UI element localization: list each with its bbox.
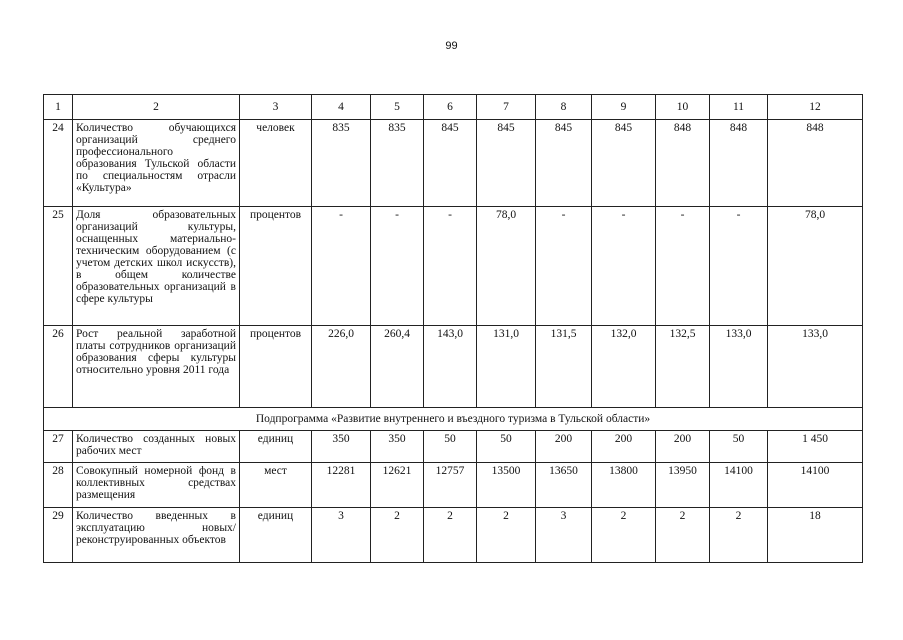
- value-cell: 50: [424, 431, 477, 463]
- column-header: 8: [536, 95, 592, 120]
- column-header: 9: [592, 95, 656, 120]
- value-cell: 2: [710, 508, 768, 563]
- value-cell: 3: [536, 508, 592, 563]
- value-cell: 132,5: [656, 326, 710, 408]
- subprogram-title: Подпрограмма «Развитие внутреннего и въездного туризма в Тульской области»: [44, 408, 863, 431]
- value-cell: 845: [424, 120, 477, 207]
- value-cell: 14100: [710, 463, 768, 508]
- value-cell: 2: [477, 508, 536, 563]
- value-cell: 260,4: [371, 326, 424, 408]
- value-cell: 200: [536, 431, 592, 463]
- unit-cell: единиц: [240, 431, 312, 463]
- value-cell: 18: [768, 508, 863, 563]
- table-row: [44, 120, 863, 207]
- value-cell: 2: [424, 508, 477, 563]
- value-cell: -: [710, 207, 768, 326]
- column-header: 12: [768, 95, 863, 120]
- table-row: [44, 508, 863, 563]
- value-cell: 131,0: [477, 326, 536, 408]
- unit-cell: мест: [240, 463, 312, 508]
- value-cell: 3: [312, 508, 371, 563]
- indicator-name: Совокупный номерной фонд в коллективных средствах размещения: [73, 463, 240, 508]
- value-cell: 845: [536, 120, 592, 207]
- value-cell: -: [371, 207, 424, 326]
- row-number: 28: [44, 463, 73, 508]
- unit-cell: единиц: [240, 508, 312, 563]
- value-cell: 845: [592, 120, 656, 207]
- row-number: 25: [44, 207, 73, 326]
- indicator-name: Количество обучающихся организаций среднего профессионального образования Тульской области по специальностям отрасли «Культура»: [73, 120, 240, 207]
- value-cell: 12281: [312, 463, 371, 508]
- row-number: 26: [44, 326, 73, 408]
- value-cell: 13650: [536, 463, 592, 508]
- value-cell: -: [592, 207, 656, 326]
- value-cell: 143,0: [424, 326, 477, 408]
- column-header: 7: [477, 95, 536, 120]
- value-cell: 133,0: [710, 326, 768, 408]
- table-row: [44, 207, 863, 326]
- column-header: 5: [371, 95, 424, 120]
- column-header: 6: [424, 95, 477, 120]
- indicator-name: Количество созданных новых рабочих мест: [73, 431, 240, 463]
- value-cell: 13800: [592, 463, 656, 508]
- value-cell: -: [536, 207, 592, 326]
- unit-cell: процентов: [240, 326, 312, 408]
- value-cell: 350: [371, 431, 424, 463]
- value-cell: 50: [477, 431, 536, 463]
- value-cell: 226,0: [312, 326, 371, 408]
- value-cell: 350: [312, 431, 371, 463]
- indicator-name: Доля образовательных организаций культуры, оснащенных материально-техническим оборудованием (с учетом детских школ искусств), в общем количестве образовательных организаций в сфере культуры: [73, 207, 240, 326]
- value-cell: -: [656, 207, 710, 326]
- value-cell: 78,0: [477, 207, 536, 326]
- unit-cell: человек: [240, 120, 312, 207]
- value-cell: 78,0: [768, 207, 863, 326]
- page-number: 99: [445, 40, 458, 52]
- table-row: [44, 326, 863, 408]
- unit-cell: процентов: [240, 207, 312, 326]
- value-cell: 13950: [656, 463, 710, 508]
- indicator-name: Количество введенных в эксплуатацию новых/ реконструированных объектов: [73, 508, 240, 563]
- value-cell: 50: [710, 431, 768, 463]
- value-cell: 12621: [371, 463, 424, 508]
- value-cell: 848: [656, 120, 710, 207]
- column-header: 1: [44, 95, 73, 120]
- value-cell: 2: [592, 508, 656, 563]
- value-cell: 835: [371, 120, 424, 207]
- value-cell: 131,5: [536, 326, 592, 408]
- value-cell: 848: [710, 120, 768, 207]
- value-cell: -: [424, 207, 477, 326]
- value-cell: 835: [312, 120, 371, 207]
- column-header: 3: [240, 95, 312, 120]
- indicator-name: Рост реальной заработной платы сотрудников организаций образования сферы культуры относительно уровня 2011 года: [73, 326, 240, 408]
- column-header: 10: [656, 95, 710, 120]
- value-cell: 1 450: [768, 431, 863, 463]
- row-number: 24: [44, 120, 73, 207]
- value-cell: 848: [768, 120, 863, 207]
- value-cell: 200: [656, 431, 710, 463]
- value-cell: 132,0: [592, 326, 656, 408]
- value-cell: 13500: [477, 463, 536, 508]
- table-row: [44, 463, 863, 508]
- value-cell: 200: [592, 431, 656, 463]
- row-number: 27: [44, 431, 73, 463]
- value-cell: 12757: [424, 463, 477, 508]
- value-cell: 2: [371, 508, 424, 563]
- indicators-table: [43, 94, 863, 563]
- table-row: [44, 431, 863, 463]
- column-header: 2: [73, 95, 240, 120]
- value-cell: 14100: [768, 463, 863, 508]
- subprogram-row: [44, 408, 863, 431]
- value-cell: 133,0: [768, 326, 863, 408]
- value-cell: 2: [656, 508, 710, 563]
- value-cell: 845: [477, 120, 536, 207]
- column-header: 11: [710, 95, 768, 120]
- table-header-row: [44, 95, 863, 120]
- row-number: 29: [44, 508, 73, 563]
- value-cell: -: [312, 207, 371, 326]
- column-header: 4: [312, 95, 371, 120]
